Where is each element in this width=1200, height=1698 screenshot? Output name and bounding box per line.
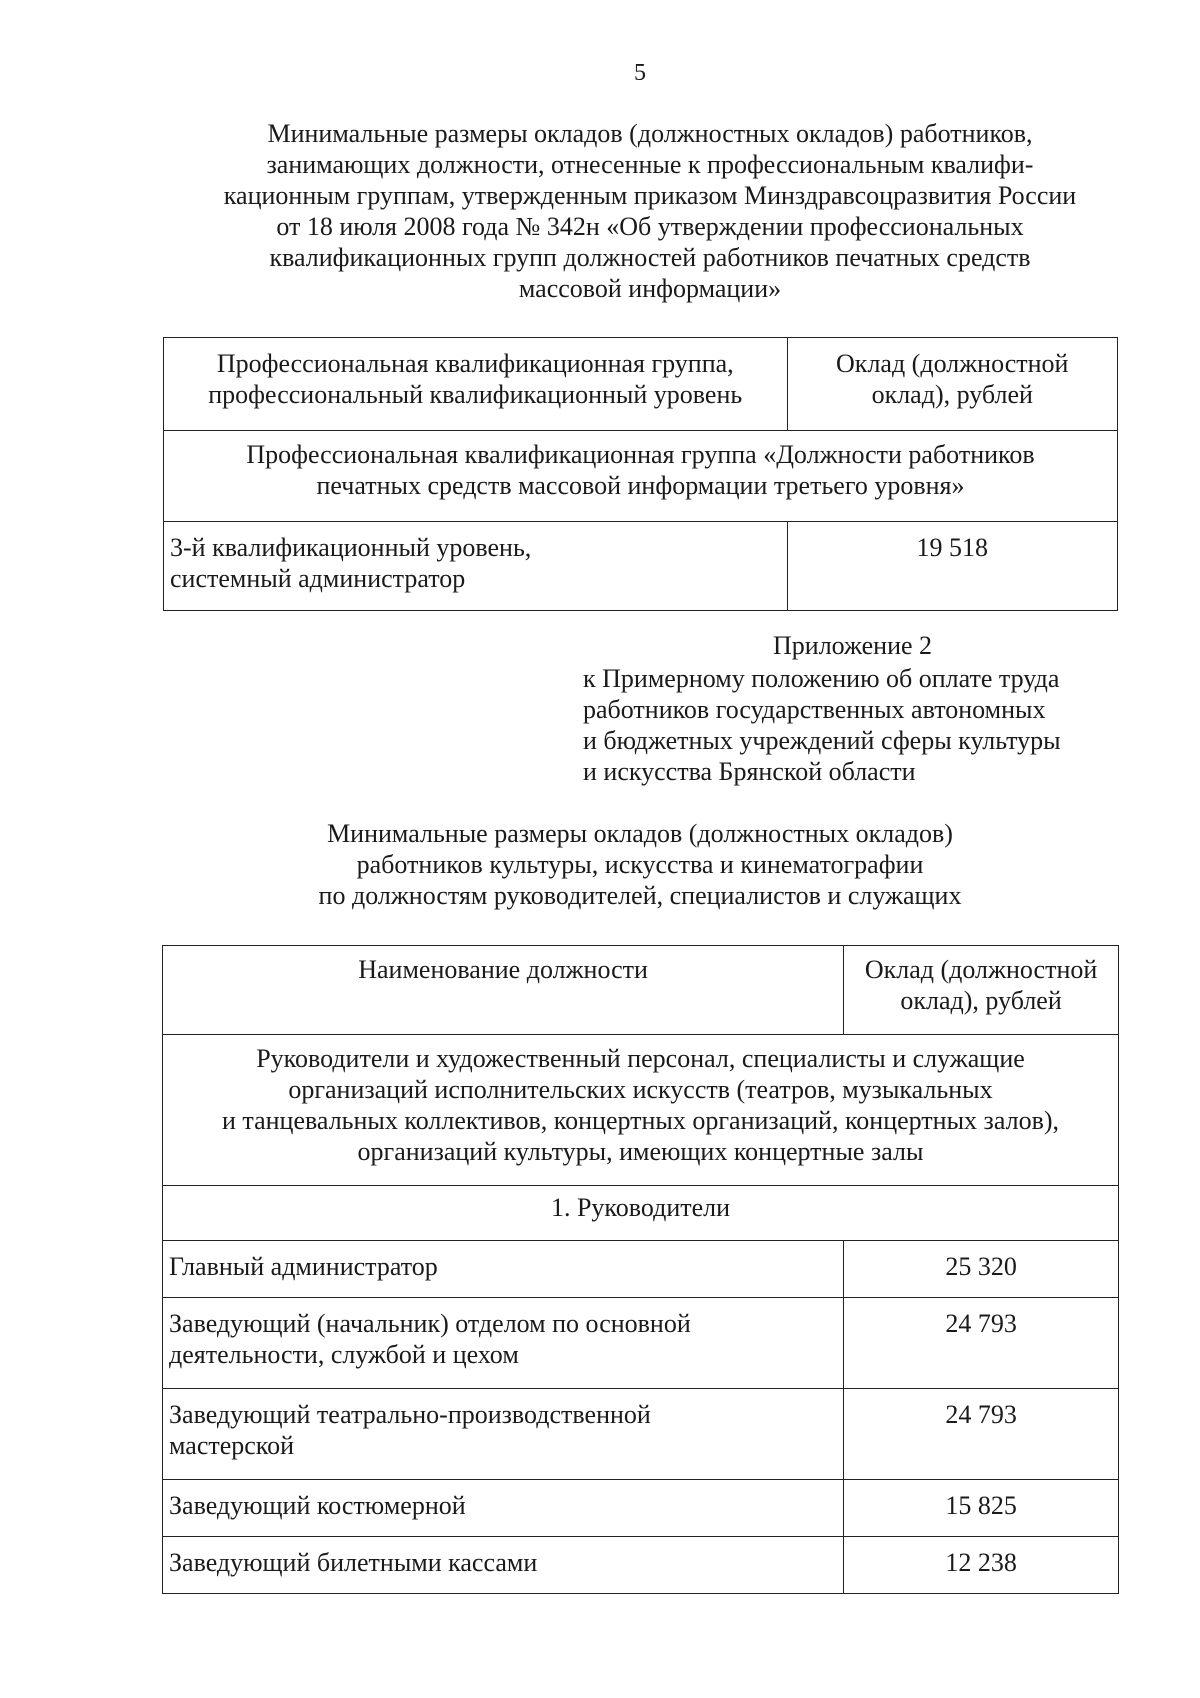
- table-row: [163, 1298, 1119, 1389]
- table-row: [163, 1389, 1119, 1480]
- heading-line: квалификационных групп должностей работников печатных средств: [269, 243, 1031, 272]
- table-row: [163, 1241, 1119, 1298]
- position-name: [163, 1298, 844, 1389]
- heading-line: занимающих должности, отнесенные к профессиональным квалифи-: [266, 150, 1034, 179]
- position-text: Главный администратор: [169, 1252, 438, 1281]
- heading-line: кационным группам, утвержденным приказом Минздравсоцразвития России: [223, 181, 1077, 210]
- section-row: [163, 1186, 1119, 1241]
- annex-block: [583, 630, 1143, 787]
- qualification-group-table: [163, 337, 1118, 611]
- header-salary: [787, 338, 1117, 431]
- salary-value: 15 825: [844, 1480, 1119, 1537]
- table-header-row: [163, 946, 1119, 1035]
- position-text: деятельности, службой и цехом: [169, 1340, 519, 1369]
- annex-line: к Примерному положению об оплате труда: [583, 664, 1060, 693]
- position-name: [163, 1241, 844, 1298]
- annex-line: работников государственных автономных: [583, 695, 1046, 724]
- position-name: [164, 522, 788, 611]
- table-header-row: [164, 338, 1118, 431]
- group-text: Руководители и художественный персонал, специалисты и служащие: [256, 1044, 1025, 1073]
- culture-salary-table: [162, 945, 1119, 1594]
- position-text: Заведующий билетными кассами: [169, 1548, 538, 1577]
- annex-line: и бюджетных учреждений сферы культуры: [583, 726, 1061, 755]
- position-text: системный администратор: [170, 564, 466, 593]
- table-row: [163, 1537, 1119, 1594]
- salary-value: 24 793: [844, 1298, 1119, 1389]
- position-name: [163, 1389, 844, 1480]
- salary-value: 25 320: [844, 1241, 1119, 1298]
- position-text: Заведующий (начальник) отделом по основной: [169, 1309, 691, 1338]
- page-number: 5: [634, 60, 646, 86]
- table-row: [163, 1480, 1119, 1537]
- header-text: Оклад (должностной: [864, 955, 1098, 984]
- header-position: Наименование должности: [163, 946, 844, 1035]
- position-text: 3-й квалификационный уровень,: [170, 533, 532, 562]
- header-salary: [844, 946, 1119, 1035]
- salary-value: 12 238: [844, 1537, 1119, 1594]
- position-text: мастерской: [169, 1431, 295, 1460]
- group-title: [163, 1035, 1119, 1186]
- heading-line: массовой информации»: [518, 274, 782, 303]
- position-text: Заведующий театрально-производственной: [169, 1400, 651, 1429]
- annex-line: и искусства Брянской области: [583, 757, 916, 786]
- group-title: [164, 431, 1118, 522]
- heading-line: Минимальные размеры окладов (должностных окладов) работников,: [267, 119, 1033, 148]
- group-text: печатных средств массовой информации третьего уровня»: [316, 471, 965, 500]
- heading-line: Минимальные размеры окладов (должностных окладов): [327, 819, 953, 848]
- header-text: оклад), рублей: [900, 986, 1062, 1015]
- salary-value: 24 793: [844, 1389, 1119, 1480]
- annex-title: Приложение 2: [773, 631, 933, 660]
- group-text: организаций культуры, имеющих концертные залы: [357, 1137, 924, 1166]
- group-row: [163, 1035, 1119, 1186]
- header-group-level: [164, 338, 788, 431]
- group-text: организаций исполнительских искусств (театров, музыкальных: [288, 1075, 993, 1104]
- table-row: [164, 522, 1118, 611]
- group-text: Профессиональная квалификационная группа «Должности работников: [246, 440, 1035, 469]
- group-text: и танцевальных коллективов, концертных организаций, концертных залов),: [221, 1106, 1059, 1135]
- section2-heading: [220, 818, 1060, 911]
- position-text: Заведующий костюмерной: [169, 1491, 466, 1520]
- heading-line: работников культуры, искусства и кинематографии: [356, 850, 924, 879]
- position-name: [163, 1480, 844, 1537]
- header-text: Оклад (должностной: [836, 349, 1069, 378]
- section1-heading: [180, 118, 1120, 304]
- group-row: [164, 431, 1118, 522]
- salary-value: 19 518: [787, 522, 1117, 611]
- header-text: оклад), рублей: [871, 380, 1033, 409]
- position-name: [163, 1537, 844, 1594]
- heading-line: по должностям руководителей, специалистов и служащих: [318, 881, 962, 910]
- header-text: профессиональный квалификационный уровень: [208, 380, 743, 409]
- header-text: Профессиональная квалификационная группа,: [216, 349, 734, 378]
- heading-line: от 18 июля 2008 года № 342н «Об утверждении профессиональных: [276, 212, 1024, 241]
- section-title: 1. Руководители: [163, 1186, 1119, 1241]
